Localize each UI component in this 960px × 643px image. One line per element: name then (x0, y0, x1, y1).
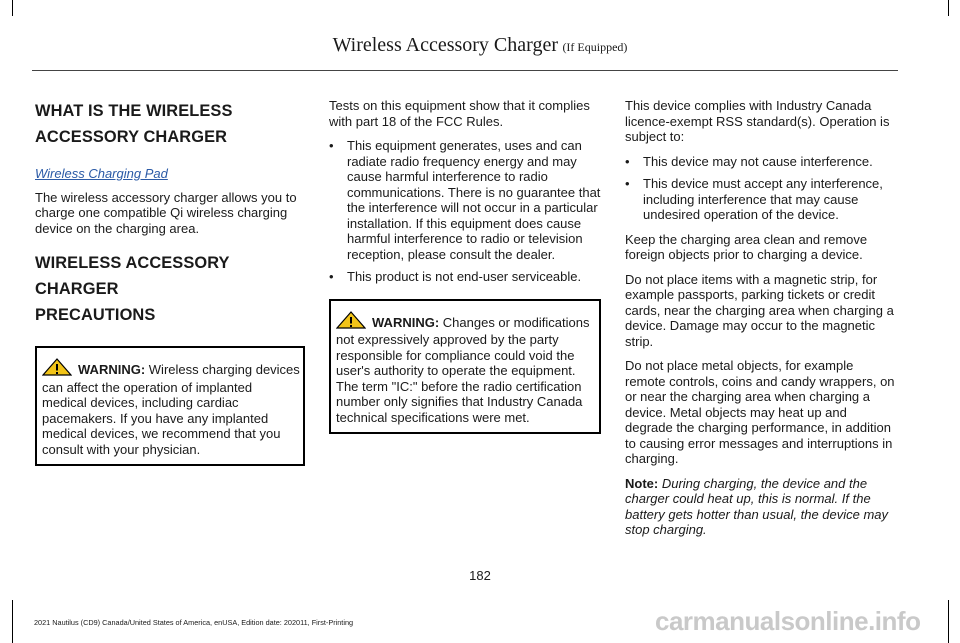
note-text: During charging, the device and the charger could heat up, this is normal. If the battery gets hotter than usual, the device may stop charging. (625, 475, 889, 537)
column-1 (35, 98, 305, 466)
page-header (0, 34, 960, 57)
column-2 (329, 98, 601, 434)
intro-paragraph: The wireless accessory charger allows you to charge one compatible Qi wireless charging device on the charging area. (35, 189, 297, 236)
wireless-charging-pad-link[interactable]: Wireless Charging Pad (35, 166, 168, 181)
crop-mark-bottom-left (12, 600, 13, 643)
note-label: Note: (625, 475, 659, 491)
fcc-intro-paragraph: Tests on this equipment show that it complies with part 18 of the FCC Rules. (329, 98, 590, 129)
list-item: • This product is not end-user serviceable. (329, 269, 601, 285)
keep-clean-paragraph: Keep the charging area clean and remove foreign objects prior to charging a device. (625, 231, 868, 262)
header-rule (32, 70, 898, 71)
list-item: • This device may not cause interference. (625, 154, 897, 170)
warning-box-medical (35, 346, 305, 466)
warning-triangle-icon (42, 358, 72, 380)
warning-label: WARNING: (372, 314, 440, 330)
edition-footer: 2021 Nautilus (CD9) Canada/United States of America, enUSA, Edition date: 202011, First-Printing (34, 618, 354, 627)
warning-label: WARNING: (78, 362, 146, 377)
conditions-bullet-list (625, 154, 897, 223)
industry-canada-paragraph: This device complies with Industry Canada licence-exempt RSS standard(s). Operation is subject to: (625, 98, 890, 144)
crop-mark-top-right (948, 0, 949, 16)
section-heading-what-is (35, 98, 305, 150)
magnetic-strip-paragraph: Do not place items with a magnetic strip, for example passports, parking tickets or credit cards, near the charging area when charging a device. Damage may occur to the magnetic strip. (625, 271, 894, 349)
column-3 (625, 98, 897, 547)
section-heading-precautions (35, 250, 305, 328)
crop-mark-bottom-right (948, 600, 949, 643)
metal-objects-paragraph: Do not place metal objects, for example remote controls, coins and candy wrappers, on or near the charging area when charging a device. Metal objects may heat up and degrade the charging performance, in addition to causing error messages and interruptions in charging. (625, 358, 895, 466)
list-item: • This device must accept any interference, including interference that may cause undesired operation of the device. (625, 176, 897, 223)
warning-text: Changes or modifications not expressively approved by the party responsible for compliance could void the user's authority to operate the equipment. The term "IC:" before the radio certification number only signifies that Industry Canada technical specifications were met. (336, 314, 590, 425)
heading-line: WHAT IS THE WIRELESS (35, 102, 233, 120)
page-title: Wireless Accessory Charger (332, 34, 558, 56)
page-title-qualifier: (If Equipped) (562, 40, 628, 54)
warning-text: Wireless charging devices can affect the operation of implanted medical devices, including cardiac pacemakers. If you have any implanted medical devices, we recommend that you consult with your physician. (42, 362, 300, 457)
warning-triangle-icon (336, 311, 366, 333)
watermark-text: carmanualsonline.info (655, 606, 921, 636)
note-paragraph (625, 476, 897, 538)
page-number: 182 (469, 568, 491, 583)
heading-line: ACCESSORY CHARGER (35, 128, 228, 146)
warning-box-modifications (329, 299, 601, 435)
list-item: • This equipment generates, uses and can radiate radio frequency energy and may cause harmful interference to radio communications. There is no guarantee that the interference will not occur in a particular installation. If this equipment does cause harmful interference to radio or television reception, please consult the dealer. (329, 138, 601, 262)
heading-line: WIRELESS ACCESSORY CHARGER (35, 254, 230, 298)
heading-line: PRECAUTIONS (35, 306, 156, 324)
fcc-bullet-list (329, 138, 601, 285)
crop-mark-top-left (12, 0, 13, 16)
